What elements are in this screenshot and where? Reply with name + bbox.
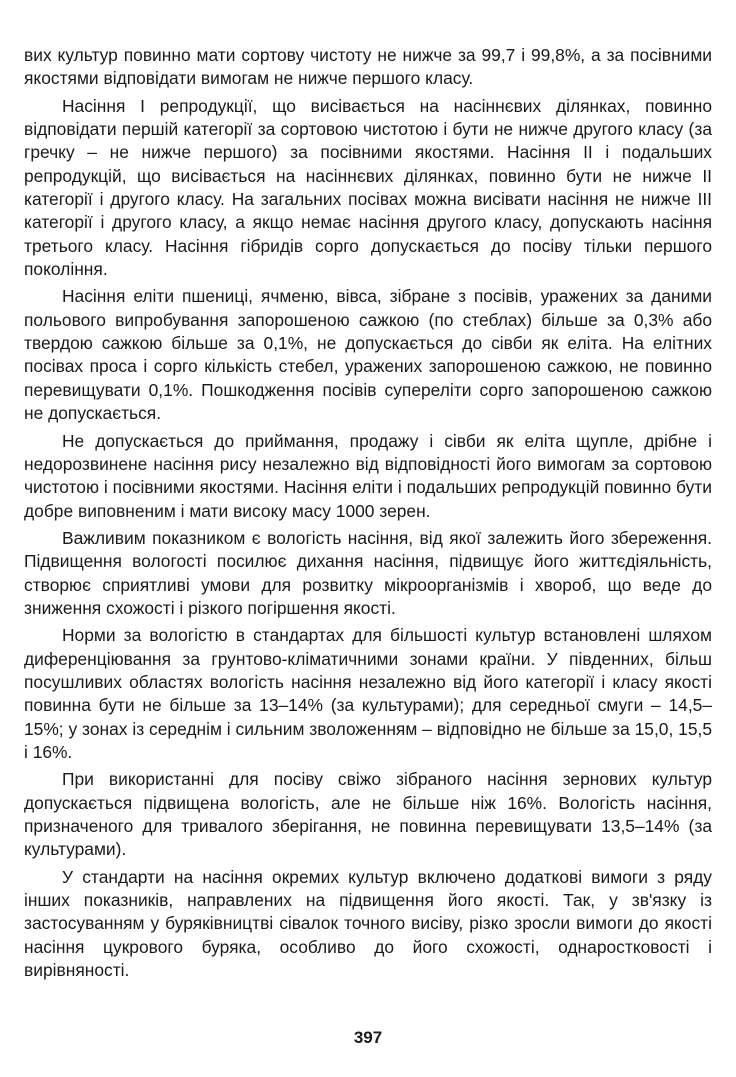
paragraph-rice-seeds: Не допускається до приймання, продажу і сівби як еліта щупле, дрібне і недорозвинене насіння рису незалежно від відповідності його вимогам за сортовою чистотою і посівними якостями. Насіння еліти і подальших репродукцій повинно бути добре виповненим і мати високу масу 1000 зерен. [24,430,712,521]
paragraph-moisture-norms: Норми за вологістю в стандартах для більшості культур встановлені шляхом диференціювання за грунтово-кліматичними зонами країни. У південних, більш посушливих областях вологість насіння незалежно від його категорії і класу якості повинна бути не більше за 13–14% (за культурами); для середньої смуги – 14,5–15%; у зонах із середнім і сильним зволоженням – відповідно не більше за 15,0, 15,5 і 16%. [24,625,712,762]
paragraph-reproduction-categories: Насіння І репродукції, що висівається на насіннєвих ділянках, повинно відповідати першій категорії за сортовою чистотою і бути не нижче другого класу (за гречку – не нижче першого) за посівними якостями. Насіння ІІ і подальших репродукцій, що висівається на насіннєвих ділянках, повинно бути не нижче ІІ категорії і другого класу. На загальних посівах можна висівати насіння не нижче ІІІ категорії і другого класу, а якщо немає насіння другого класу, допускають насіння третього класу. Насіння гібридів сорго допускається до посіву тільки першого покоління. [24,95,712,280]
paragraph-elite-smut: Насіння еліти пшениці, ячменю, вівса, зібране з посівів, уражених за даними польового випробування запорошеною сажкою (по стеблах) більше за 0,3% або твердою сажкою більше за 0,1%, не допускається до сівби як еліта. На елітних посівах проса і сорго кількість стебел, уражених запорошеною сажкою, не повинно перевищувати 0,1%. Пошкодження посівів супереліти сорго запорошеною сажкою не допускається. [24,286,712,424]
paragraph-continuation: вих культур повинно мати сортову чистоту не нижче за 99,7 і 99,8%, а за посівними якостями відповідати вимогам не нижче першого класу. [24,45,712,89]
page-number: 397 [353,1028,383,1047]
paragraph-fresh-seed-moisture: При використанні для посіву свіжо зібраного насіння зернових культур допускається підвищена вологість, але не більше ніж 16%. Вологість насіння, призначеного для тривалого зберігання, не повинна перевищувати 13,5–14% (за культурами). [24,769,712,860]
paragraph-additional-requirements: У стандарти на насіння окремих культур включено додаткові вимоги з ряду інших показників, направлених на підвищення його якості. Так, у зв'язку із застосуванням у буряківництві сівалок точного висіву, різко зросли вимоги до якості насіння цукрового буряка, особливо до його схожості, однаростковості і вирівняності. [24,866,712,981]
paragraph-seed-moisture: Важливим показником є вологість насіння, від якої залежить його збереження. Підвищення вологості посилює дихання насіння, підвищує його життєдіяльність, створює сприятливі умови для розвитку мікроорганізмів і хвороб, що веде до зниження схожості і різкого погіршення якості. [24,527,712,618]
page-body [24,44,712,982]
